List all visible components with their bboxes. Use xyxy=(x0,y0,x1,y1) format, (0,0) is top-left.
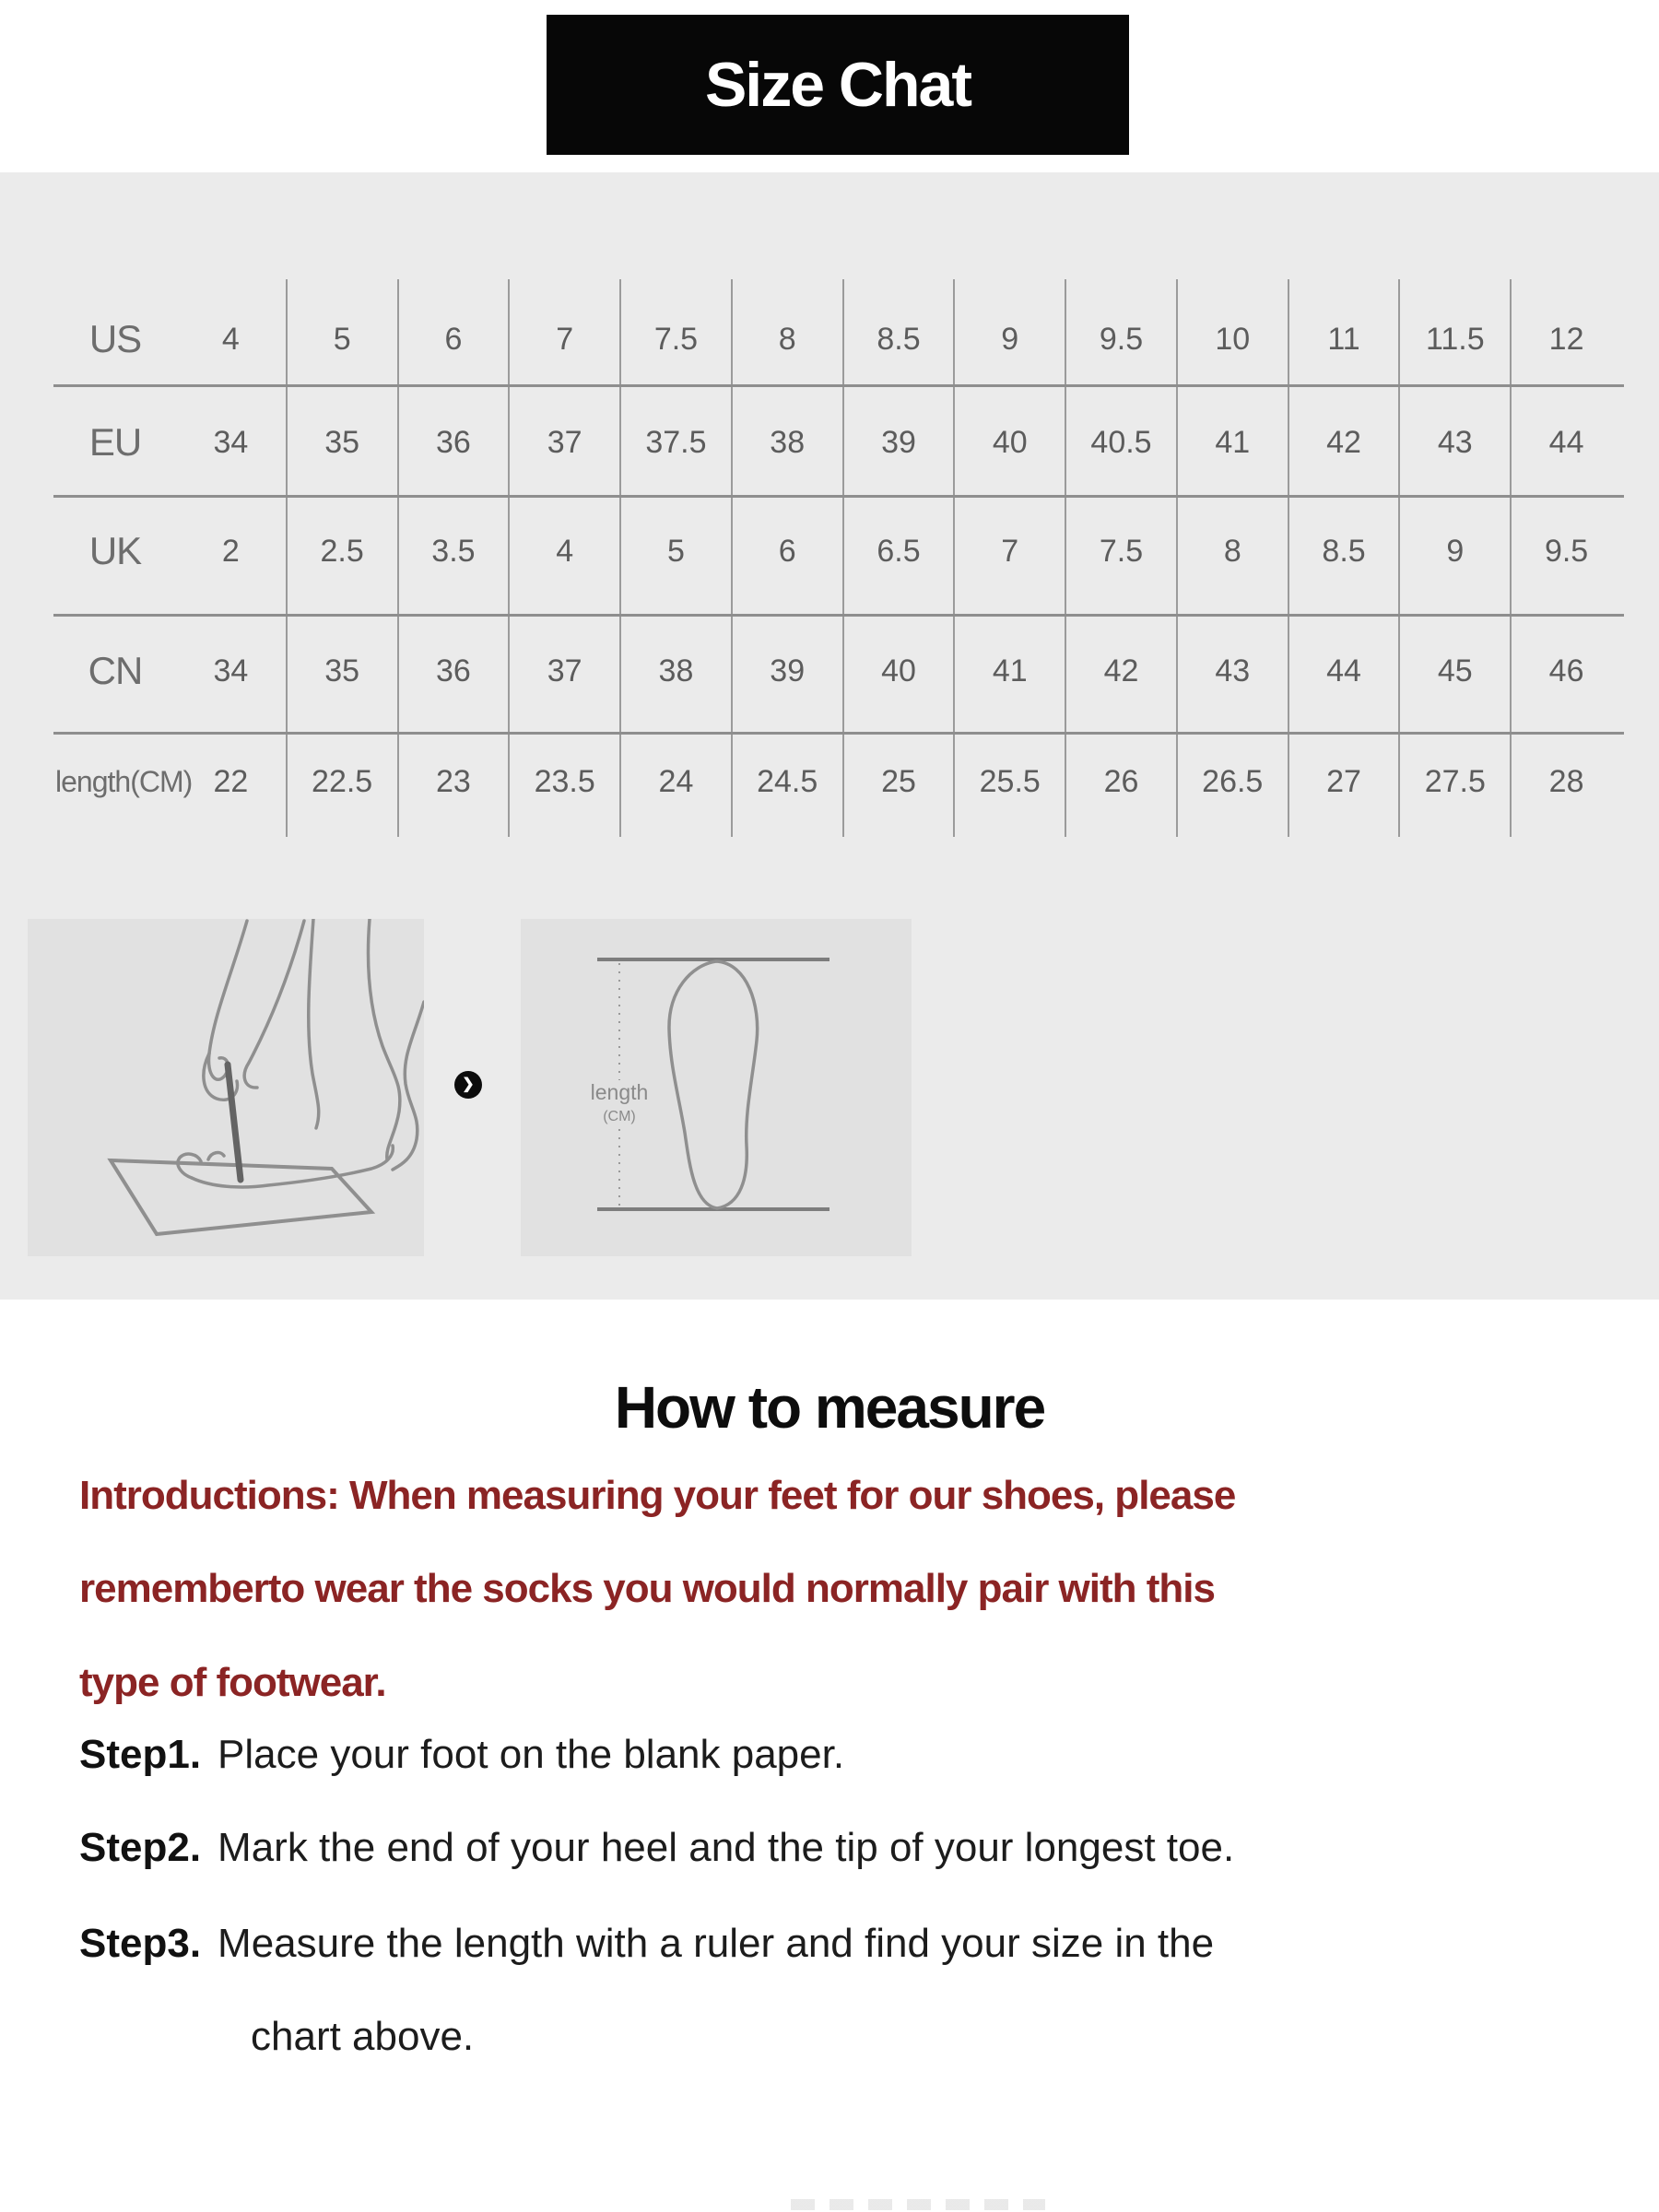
size-cell: 28 xyxy=(1548,763,1584,799)
size-cell: 4 xyxy=(556,533,574,569)
row-label: EU xyxy=(88,420,142,464)
chevron-right-icon: ❯ xyxy=(462,1077,475,1092)
foot-marking-illustration xyxy=(28,919,424,1256)
size-cell: 3.5 xyxy=(431,533,476,569)
size-table-row xyxy=(55,643,1622,699)
shin-back-line xyxy=(369,919,400,1159)
size-table-row xyxy=(55,524,1622,579)
size-cell: 27.5 xyxy=(1424,763,1486,799)
next-arrow-icon xyxy=(454,1071,482,1099)
step-1-label: Step1. xyxy=(79,1732,202,1777)
size-cell: 7.5 xyxy=(1099,533,1144,569)
size-table-row xyxy=(55,415,1622,470)
size-cell: 40 xyxy=(881,653,916,688)
size-cell: 7.5 xyxy=(653,321,699,357)
size-cell: 39 xyxy=(770,653,806,688)
size-cell: 37.5 xyxy=(645,424,707,460)
step-3-text: Measure the length with a ruler and find your size in the xyxy=(218,1921,1215,1966)
step-3-label: Step3. xyxy=(79,1921,202,1966)
size-cell: 5 xyxy=(666,533,685,569)
table-row-line xyxy=(53,732,1624,735)
finger-outline xyxy=(244,921,304,1088)
size-cell: 34 xyxy=(213,424,249,460)
size-chart-panel xyxy=(0,172,1659,1300)
row-label: US xyxy=(88,317,142,360)
size-cell: 26.5 xyxy=(1202,763,1264,799)
size-cell: 36 xyxy=(436,653,471,688)
size-cell: 23.5 xyxy=(534,763,595,799)
size-cell: 39 xyxy=(881,424,916,460)
size-cell: 44 xyxy=(1326,653,1361,688)
foot-length-illustration xyxy=(521,919,912,1256)
table-row-line xyxy=(53,495,1624,498)
step-1-text: Place your foot on the blank paper. xyxy=(218,1732,845,1777)
size-cell: 37 xyxy=(547,653,582,688)
size-cell: 7 xyxy=(556,321,574,357)
finger-outline xyxy=(208,921,247,1079)
size-cell: 12 xyxy=(1548,321,1584,357)
size-cell: 42 xyxy=(1326,424,1361,460)
size-cell: 40 xyxy=(992,424,1028,460)
size-cell: 6.5 xyxy=(877,533,921,569)
size-table-row xyxy=(55,754,1622,809)
size-table-row xyxy=(55,312,1622,367)
length-label-unit: (CM) xyxy=(603,1109,636,1124)
row-label: length(CM) xyxy=(55,764,193,798)
step-3-continuation: chart above. xyxy=(251,2014,475,2059)
table-row-line xyxy=(53,614,1624,617)
size-cell: 27 xyxy=(1326,763,1361,799)
length-label-text: length xyxy=(590,1080,649,1104)
size-cell: 38 xyxy=(770,424,806,460)
size-cell: 4 xyxy=(221,321,240,357)
size-cell: 9.5 xyxy=(1099,321,1144,357)
size-cell: 44 xyxy=(1548,424,1584,460)
size-cell: 35 xyxy=(324,424,360,460)
size-cell: 25 xyxy=(881,763,916,799)
size-cell: 8.5 xyxy=(877,321,921,357)
intro-line-3: type of footwear. xyxy=(79,1660,386,1705)
title-banner xyxy=(547,15,1129,155)
size-cell: 42 xyxy=(1103,653,1139,688)
size-cell: 46 xyxy=(1548,653,1584,688)
size-cell: 45 xyxy=(1437,653,1473,688)
size-cell: 8 xyxy=(778,321,796,357)
size-cell: 2 xyxy=(221,533,240,569)
size-cell: 38 xyxy=(658,653,694,688)
size-cell: 7 xyxy=(1001,533,1019,569)
size-cell: 6 xyxy=(444,321,463,357)
size-cell: 8.5 xyxy=(1322,533,1366,569)
size-cell: 26 xyxy=(1103,763,1139,799)
size-cell: 23 xyxy=(436,763,471,799)
size-cell: 10 xyxy=(1215,321,1251,357)
size-cell: 2.5 xyxy=(320,533,364,569)
step-2-label: Step2. xyxy=(79,1825,202,1870)
size-cell: 41 xyxy=(992,653,1028,688)
size-cell: 34 xyxy=(213,653,249,688)
size-cell: 5 xyxy=(333,321,351,357)
intro-line-2: rememberto wear the socks you would normally pair with this xyxy=(79,1566,1215,1611)
step-2 xyxy=(79,1824,1234,1872)
size-cell: 36 xyxy=(436,424,471,460)
size-cell: 24.5 xyxy=(757,763,818,799)
size-cell: 25.5 xyxy=(979,763,1041,799)
intro-line-1: Introductions: When measuring your feet for our shoes, please xyxy=(79,1473,1236,1518)
row-label: UK xyxy=(88,529,142,572)
how-to-measure-heading: How to measure xyxy=(614,1374,1045,1441)
size-cell: 22.5 xyxy=(312,763,373,799)
size-cell: 22 xyxy=(213,763,249,799)
page-title: Size Chat xyxy=(704,50,971,120)
step-3 xyxy=(79,1920,1214,1968)
row-label: CN xyxy=(88,649,143,692)
size-cell: 43 xyxy=(1437,424,1473,460)
size-cell: 37 xyxy=(547,424,582,460)
size-cell: 8 xyxy=(1223,533,1241,569)
size-cell: 41 xyxy=(1215,424,1251,460)
foot-outline xyxy=(669,961,758,1208)
cutoff-text-fragment xyxy=(791,2199,1045,2210)
size-cell: 40.5 xyxy=(1090,424,1152,460)
shin-front-line xyxy=(309,919,319,1128)
table-row-line xyxy=(53,384,1624,387)
size-cell: 6 xyxy=(778,533,796,569)
step-1 xyxy=(79,1731,844,1779)
length-cm-label xyxy=(576,1080,663,1125)
size-cell: 35 xyxy=(324,653,360,688)
size-cell: 11.5 xyxy=(1425,321,1485,357)
size-cell: 11 xyxy=(1327,321,1360,357)
size-cell: 24 xyxy=(658,763,694,799)
size-cell: 9 xyxy=(1001,321,1019,357)
step-2-text: Mark the end of your heel and the tip of your longest toe. xyxy=(218,1825,1235,1870)
size-table xyxy=(55,279,1622,837)
size-cell: 43 xyxy=(1215,653,1251,688)
size-cell: 9 xyxy=(1446,533,1465,569)
size-cell: 9.5 xyxy=(1544,533,1589,569)
foot-marking-drawing xyxy=(28,919,424,1256)
